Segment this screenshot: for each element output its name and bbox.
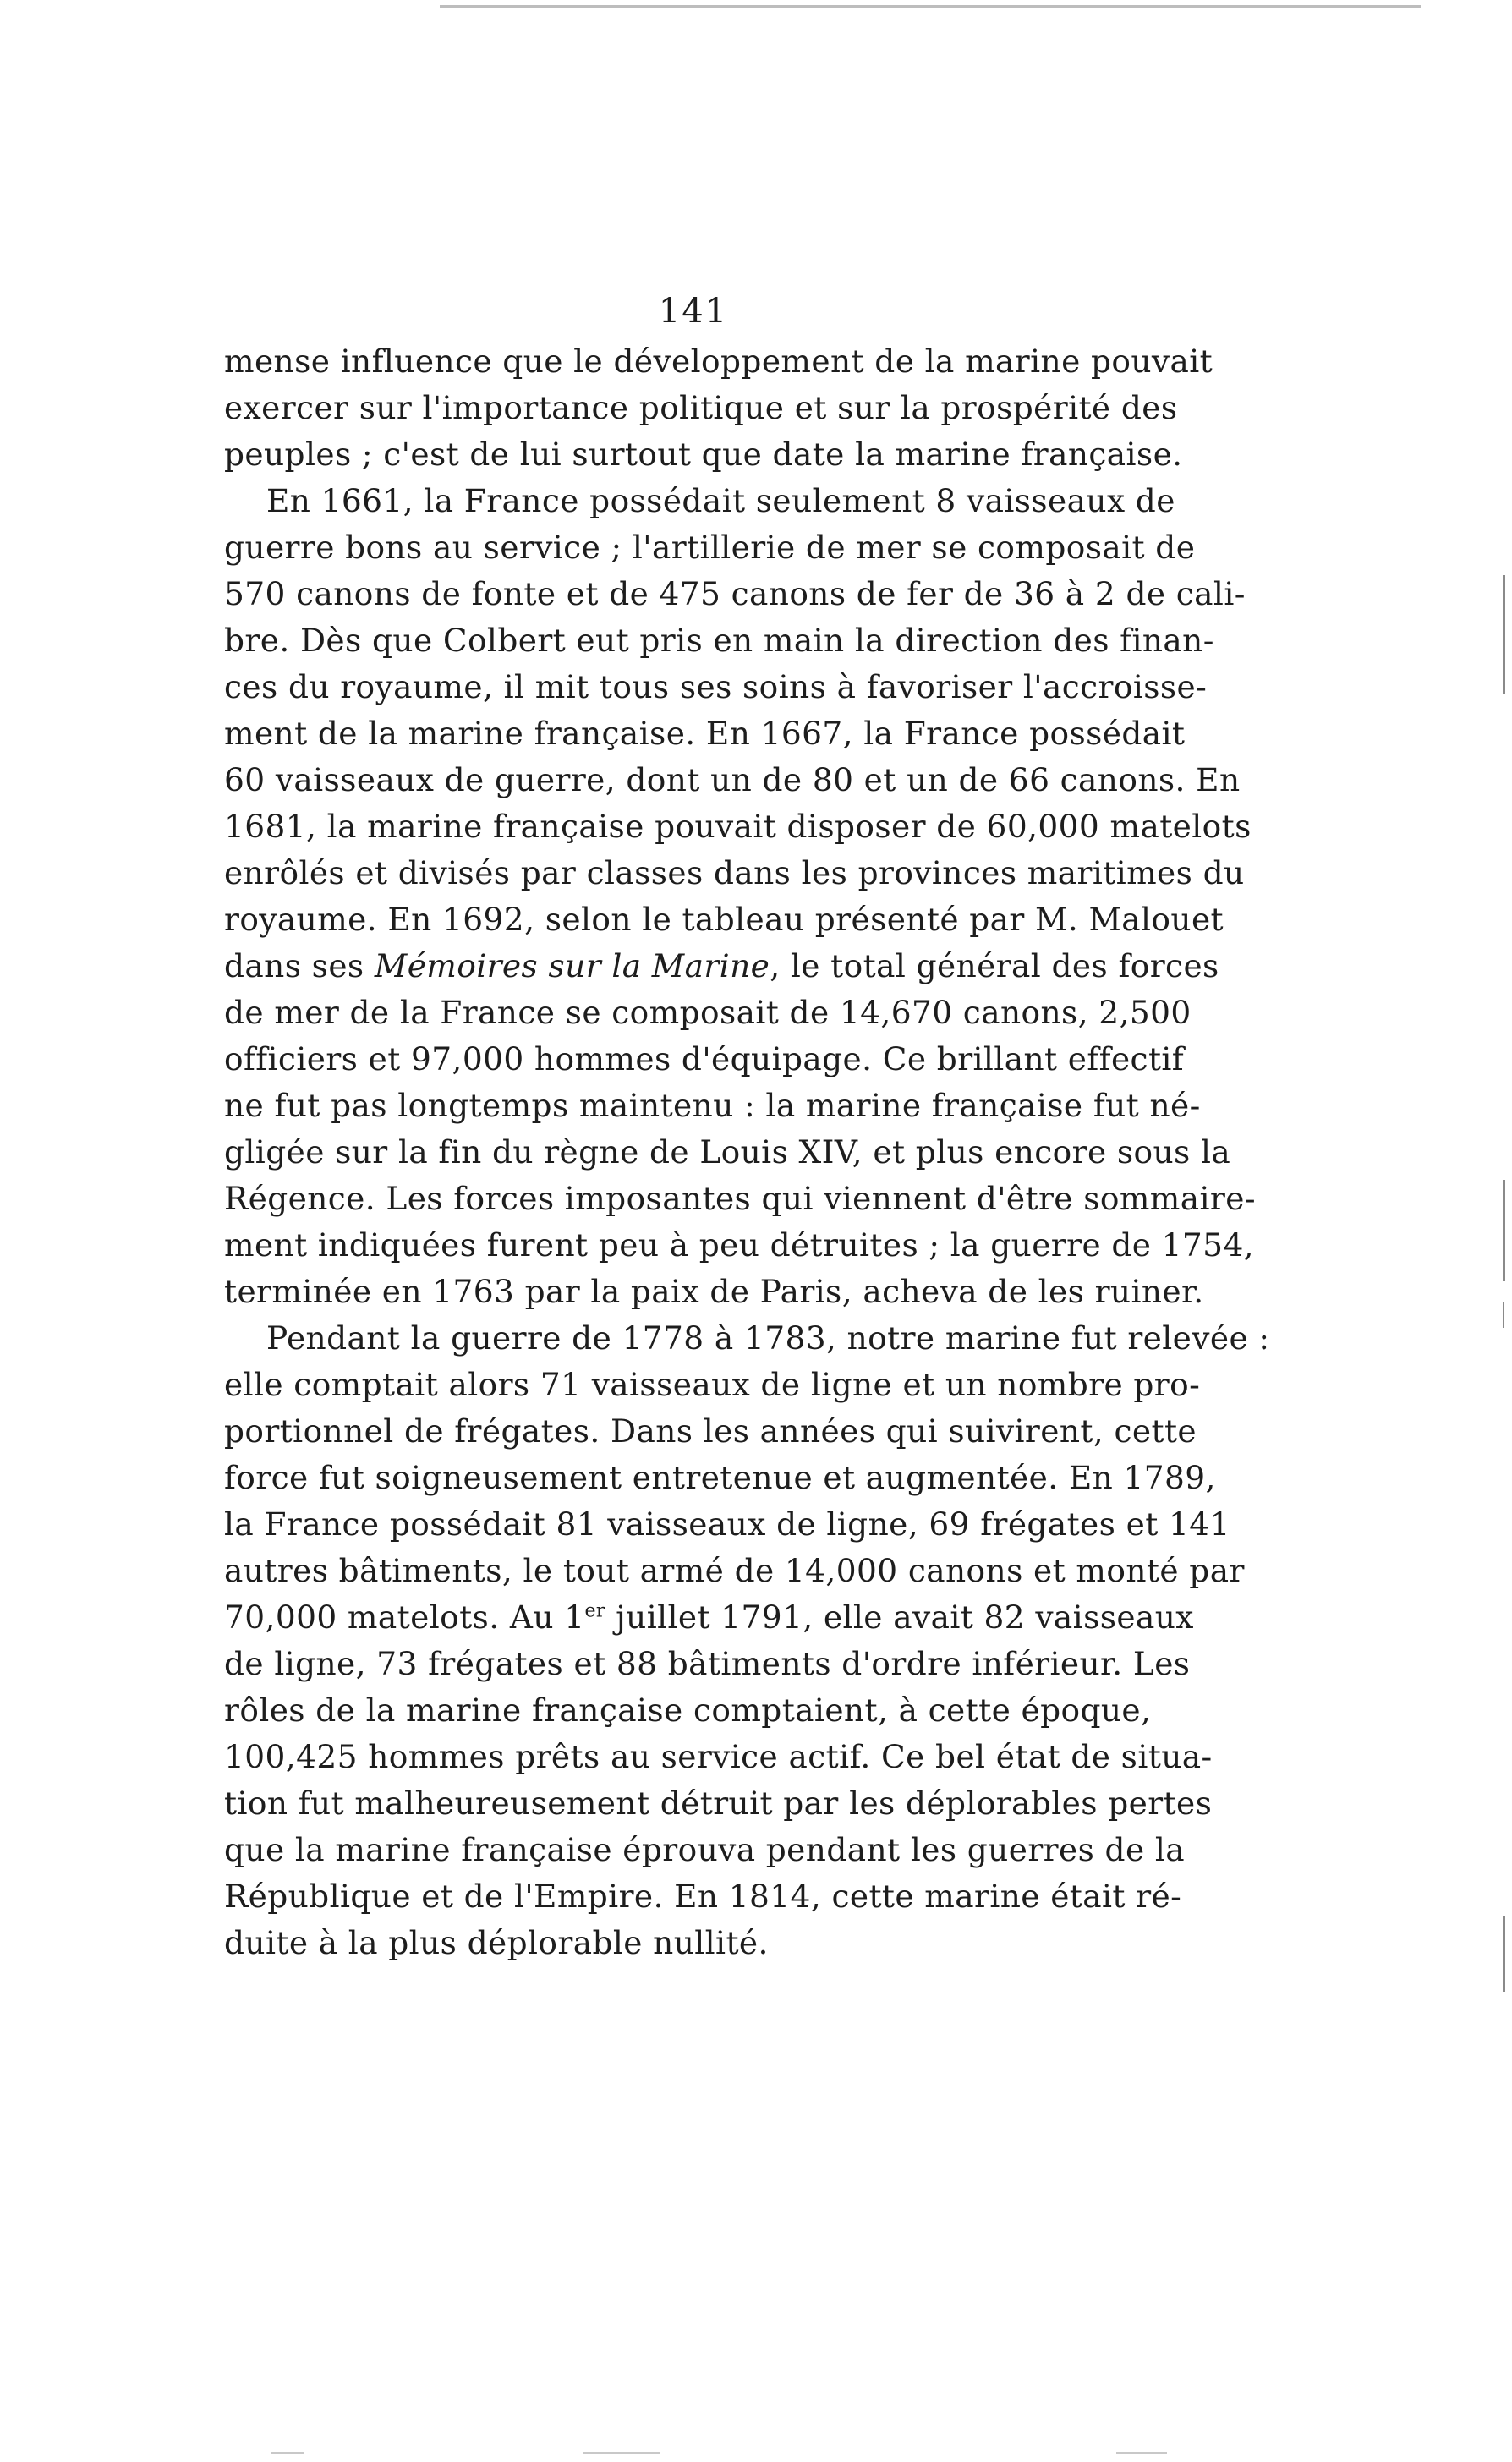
text-line: force fut soigneusement entretenue et augmentée. En 1789, <box>224 1459 1216 1496</box>
text-line: mense influence que le développement de la marine pouvait <box>224 343 1213 380</box>
text-line <box>224 1594 1194 1641</box>
margin-scan-mark <box>1503 1180 1505 1281</box>
body-text <box>224 338 1270 1966</box>
text-line: En 1661, la France possédait seulement 8 vaisseaux de <box>266 482 1175 519</box>
bottom-scan-edge <box>583 2452 660 2454</box>
text-line: de ligne, 73 frégates et 88 bâtiments d'ordre inférieur. Les <box>224 1645 1191 1682</box>
text-line: que la marine française éprouva pendant les guerres de la <box>224 1831 1186 1868</box>
bottom-scan-edge <box>271 2452 304 2454</box>
text-line: rôles de la marine française comptaient, à cette époque, <box>224 1692 1152 1729</box>
italic-title: Mémoires sur la Marine <box>374 947 770 984</box>
text-line: ment de la marine française. En 1667, la France possédait <box>224 715 1186 752</box>
text-segment: juillet 1791, elle avait 82 vaisseaux <box>605 1598 1194 1636</box>
text-line: de mer de la France se composait de 14,670 canons, 2,500 <box>224 994 1192 1031</box>
text-line: duite à la plus déplorable nullité. <box>224 1924 769 1961</box>
text-line: autres bâtiments, le tout armé de 14,000 canons et monté par <box>224 1552 1245 1589</box>
text-line: elle comptait alors 71 vaisseaux de ligne et un nombre pro- <box>224 1366 1201 1403</box>
text-line: ces du royaume, il mit tous ses soins à favoriser l'accroisse- <box>224 668 1208 705</box>
superscript: er <box>584 1600 605 1622</box>
text-line <box>224 943 1219 990</box>
text-segment: dans ses <box>224 947 375 984</box>
margin-scan-mark <box>1503 1916 1505 1992</box>
margin-scan-mark <box>1503 1302 1504 1328</box>
text-line: tion fut malheureusement détruit par les déplorables pertes <box>224 1785 1213 1822</box>
text-line: portionnel de frégates. Dans les années qui suivirent, cette <box>224 1412 1197 1450</box>
text-line: République et de l'Empire. En 1814, cette marine était ré- <box>224 1878 1182 1915</box>
text-line: gligée sur la fin du règne de Louis XIV, et plus encore sous la <box>224 1133 1231 1171</box>
text-line: royaume. En 1692, selon le tableau présenté par M. Malouet <box>224 901 1224 938</box>
text-line: peuples ; c'est de lui surtout que date la marine française. <box>224 436 1183 473</box>
text-line: Pendant la guerre de 1778 à 1783, notre marine fut relevée : <box>266 1319 1270 1357</box>
page-number: 141 <box>658 292 729 331</box>
text-line: ne fut pas longtemps maintenu : la marine française fut né- <box>224 1087 1201 1124</box>
top-scan-edge <box>440 5 1421 8</box>
text-line: terminée en 1763 par la paix de Paris, acheva de les ruiner. <box>224 1273 1204 1310</box>
text-segment: 70,000 matelots. Au 1 <box>224 1598 585 1636</box>
text-line: 100,425 hommes prêts au service actif. Ce bel état de situa- <box>224 1738 1213 1775</box>
text-line: ment indiquées furent peu à peu détruites ; la guerre de 1754, <box>224 1226 1255 1264</box>
text-line: bre. Dès que Colbert eut pris en main la direction des finan- <box>224 622 1214 659</box>
text-line: exercer sur l'importance politique et sur la prospérité des <box>224 389 1178 426</box>
text-line: officiers et 97,000 hommes d'équipage. Ce brillant effectif <box>224 1040 1185 1077</box>
text-line: la France possédait 81 vaisseaux de ligne, 69 frégates et 141 <box>224 1505 1230 1543</box>
text-line: 570 canons de fonte et de 475 canons de fer de 36 à 2 de cali- <box>224 575 1246 612</box>
text-line: 1681, la marine française pouvait disposer de 60,000 matelots <box>224 808 1252 845</box>
margin-scan-mark <box>1503 575 1505 694</box>
text-segment: , le total général des forces <box>770 947 1219 984</box>
text-line: enrôlés et divisés par classes dans les provinces maritimes du <box>224 854 1245 891</box>
text-line: Régence. Les forces imposantes qui viennent d'être sommaire- <box>224 1180 1256 1217</box>
text-line: guerre bons au service ; l'artillerie de mer se composait de <box>224 529 1196 566</box>
bottom-scan-edge <box>1116 2452 1167 2454</box>
text-line: 60 vaisseaux de guerre, dont un de 80 et un de 66 canons. En <box>224 761 1241 798</box>
